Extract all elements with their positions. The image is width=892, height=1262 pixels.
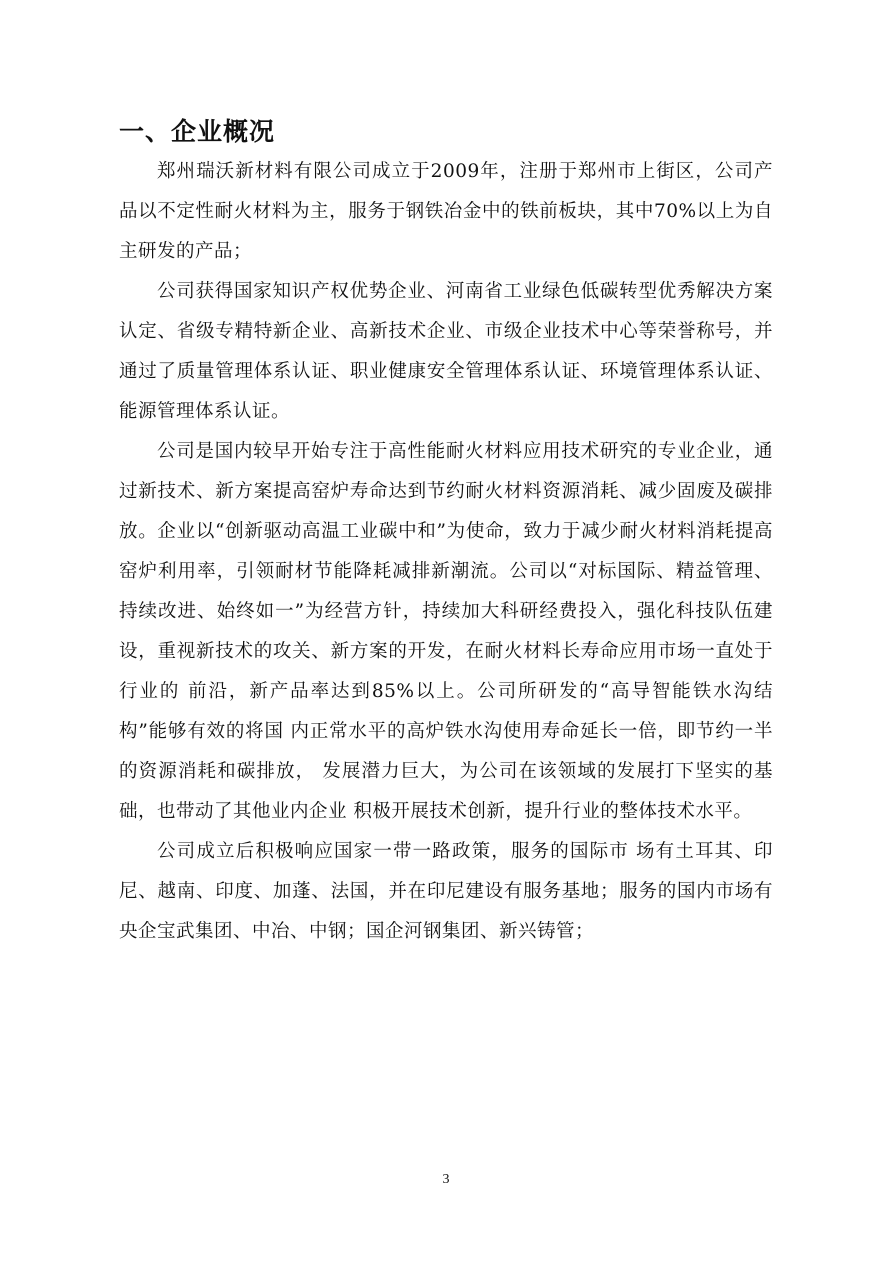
section-heading: 一、企业概况 <box>119 117 276 146</box>
paragraph-company-founding: 郑州瑞沃新材料有限公司成立于2009年，注册于郑州市上街区，公司产品以不定性耐火材料为主，服务于钢铁冶金中的铁前板块，其中70%以上为自主研发的产品； <box>119 161 773 262</box>
paragraph-technology-mission: 公司是国内较早开始专注于高性能耐火材料应用技术研究的专业企业，通过新技术、新方案提高窑炉寿命达到节约耐火材料资源消耗、减少固废及碳排放。企业以“创新驱动高温工业碳中和”为使命，致力于减少耐火材料消耗提高 窑炉利用率，引领耐材节能降耗减排新潮流。公司以“对标国际、精益管理、持续改进、始终如一”为经营方针，持续加大科研经费投入，强化科技队伍建设，重视新技术的攻关、新方案的开发，在耐火材料长寿命应用市场一直处于行业的 前沿，新产品率达到85%以上。公司所研发的“高导智能铁水沟结构”能够有效的将国 内正常水平的高炉铁水沟使用寿命延长一倍，即节约一半的资源消耗和碳排放， 发展潜力巨大，为公司在该领域的发展打下坚实的基础，也带动了其他业内企业 积极开展技术创新，提升行业的整体技术水平。 <box>119 441 773 822</box>
paragraph-honors-certifications: 公司获得国家知识产权优势企业、河南省工业绿色低碳转型优秀解决方案认定、省级专精特新企业、高新技术企业、市级企业技术中心等荣誉称号，并通过了质量管理体系认证、职业健康安全管理体系认证、环境管理体系认证、能源管理体系认证。 <box>119 281 773 422</box>
paragraph-markets: 公司成立后积极响应国家一带一路政策，服务的国际市 场有土耳其、印尼、越南、印度、加蓬、法国，并在印尼建设有服务基地；服务的国内市场有央企宝武集团、中冶、中钢；国企河钢集团、新兴铸管； <box>119 841 773 942</box>
page-content <box>119 112 773 952</box>
page-number: 3 <box>442 1172 450 1187</box>
